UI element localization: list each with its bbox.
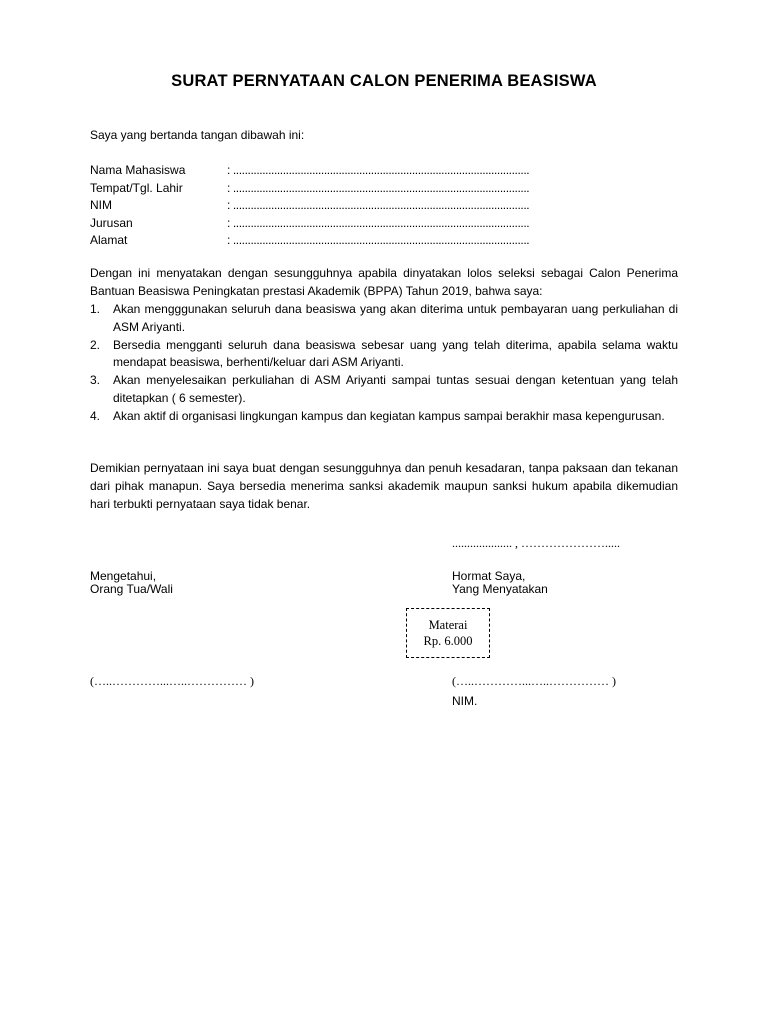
- field-label: Jurusan: [90, 215, 133, 230]
- intro-text: Saya yang bertanda tangan dibawah ini:: [90, 128, 305, 142]
- field-jurusan: [90, 215, 690, 233]
- stamp-box: [406, 608, 490, 658]
- list-text: Bersedia mengganti seluruh dana beasiswa sebesar uang yang telah diterima, apabila selama waktu mendapat beasiswa, berhenti/keluar dari ASM Ariyanti.: [113, 337, 678, 370]
- statement-list: [90, 301, 678, 426]
- list-item: [90, 408, 678, 426]
- field-value: : .....................................................................................................: [227, 233, 530, 247]
- list-number: 1.: [90, 302, 101, 316]
- list-item: [90, 337, 678, 373]
- list-text: Akan mengggunakan seluruh dana beasiswa yang akan diterima untuk pembayaran uang perkuliahan di ASM Ariyanti.: [113, 302, 678, 334]
- field-label: Tempat/Tgl. Lahir: [90, 180, 183, 195]
- field-label: Nama Mahasiswa: [90, 163, 186, 177]
- stamp-amount: Rp. 6.000: [423, 634, 473, 648]
- identity-fields: [90, 162, 690, 250]
- guardian-role: Orang Tua/Wali: [90, 581, 173, 596]
- list-number: 3.: [90, 373, 101, 388]
- closing-paragraph: Demikian pernyataan ini saya buat dengan sesungguhnya dan penuh kesadaran, tanpa paksaan dan tekanan dari pihak manapun. Saya bersedia menerima sanksi akademik maupun sanksi hukum apabila dikemudian hari terbukti pernyataan saya tidak benar.: [90, 461, 678, 511]
- list-number: 4.: [90, 408, 101, 423]
- statement-paragraph: Dengan ini menyatakan dengan sesungguhnya apabila dinyatakan lolos seleksi sebagai Calon Penerima Bantuan Beasiswa Peningkatan prestasi Akademik (BPPA) Tahun 2019, bahwa saya:: [90, 266, 678, 298]
- applicant-signature-block: [452, 570, 548, 595]
- document-title: SURAT PERNYATAAN CALON PENERIMA BEASISWA: [171, 72, 597, 90]
- list-item: [90, 372, 678, 408]
- guardian-name-placeholder: (…..…………...…..…………… ): [90, 674, 254, 688]
- list-text: Akan menyelesaikan perkuliahan di ASM Ariyanti sampai tuntas sesuai dengan ketentuan yang telah ditetapkan ( 6 semester).: [113, 373, 678, 405]
- field-tempat-tgl-lahir: [90, 180, 690, 198]
- field-label: Alamat: [90, 233, 128, 247]
- list-number: 2.: [90, 337, 101, 352]
- list-item: [90, 301, 678, 337]
- field-nama-mahasiswa: [90, 162, 690, 180]
- field-nim: [90, 197, 690, 215]
- applicant-nim-label: NIM.: [452, 694, 478, 708]
- field-alamat: [90, 232, 690, 250]
- applicant-heading: Hormat Saya,: [452, 569, 526, 583]
- field-value: : .....................................................................................................: [227, 198, 530, 212]
- stamp-label: Materai: [428, 618, 468, 632]
- field-label: NIM: [90, 198, 112, 212]
- field-value: : .....................................................................................................: [227, 180, 530, 195]
- field-value: : .....................................................................................................: [227, 163, 530, 177]
- list-text: Akan aktif di organisasi lingkungan kampus dan kegiatan kampus sampai berakhir masa kepengurusan.: [113, 408, 665, 423]
- applicant-role: Yang Menyatakan: [452, 581, 548, 596]
- field-value: : .....................................................................................................: [227, 215, 530, 230]
- guardian-signature-block: [90, 570, 173, 595]
- place-date-line: .................... , ………………….....: [452, 536, 620, 550]
- applicant-name-placeholder: (…..…………...…..…………… ): [452, 674, 616, 688]
- guardian-heading: Mengetahui,: [90, 569, 157, 583]
